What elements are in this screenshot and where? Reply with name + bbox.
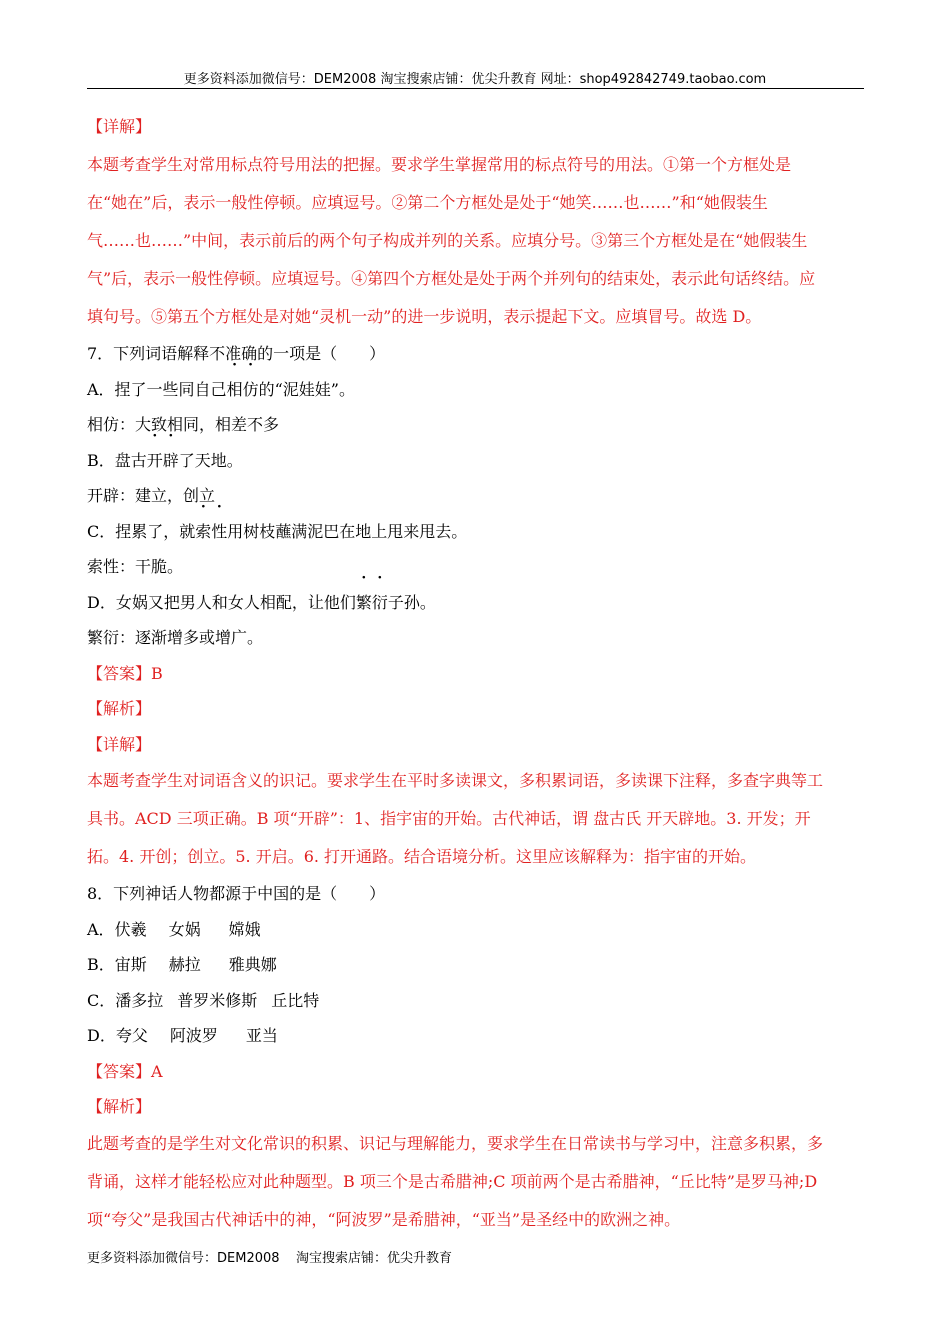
q7-option-b: B．盘古开辟了天地。: [87, 443, 867, 479]
q6-detail-line: 本题考查学生对常用标点符号用法的把握。要求学生掌握常用的标点符号的用法。①第一个方框处是: [87, 155, 792, 174]
q8-analysis-line: 项“夸父”是我国古代神话中的神，“阿波罗”是希腊神，“亚当”是圣经中的欧洲之神。: [87, 1209, 681, 1229]
emphasis-dot-char: 相: [226, 379, 243, 399]
header-rule: [87, 88, 864, 89]
q8-option-b: B．宙斯 赫拉 雅典娜: [87, 955, 277, 974]
emphasis-dot-char: 辟: [162, 450, 179, 470]
q8-stem: 8．下列神话人物都源于中国的是（ ）: [87, 884, 386, 903]
q8-option-c: C．潘多拉 普罗米修斯 丘比特: [87, 990, 320, 1010]
q6-detail-tag: 【详解】: [87, 117, 152, 136]
q7-option-a: A．捏了一些同自己相仿的“泥娃娃”。: [87, 372, 867, 408]
q8-analysis-line: 背诵，这样才能轻松应对此种题型。B 项三个是古希腊神;C 项前两个是古希腊神，“丘比特”是罗马神;D: [87, 1171, 818, 1191]
q8-option-a: A．伏羲 女娲 嫦娥: [87, 919, 261, 939]
q7-option-c: C．捏累了，就索性用树枝蘸满泥巴在地上甩来甩去。: [87, 514, 867, 550]
q8-answer: 【答案】A: [87, 1061, 163, 1081]
emphasis-dot-char: 仿: [242, 379, 259, 399]
emphasis-dot-char: 开: [146, 450, 163, 470]
q7-analysis-tag: 【解析】: [87, 699, 152, 718]
page-header: 更多资料添加微信号：DEM2008 淘宝搜索店铺：优尖升教育 网址：shop492842749.taobao.com: [183, 72, 767, 87]
emphasis-dot-char: 衍: [371, 592, 388, 612]
q7-gloss-b: 开辟：建立，创立: [87, 486, 216, 505]
q7-gloss-c: 索性：干脆。: [87, 557, 184, 576]
document-body: [87, 108, 867, 1239]
q7-gloss-a: 相仿：大致相同，相差不多: [87, 415, 280, 434]
q7-detail-tag: 【详解】: [87, 734, 152, 754]
q8-analysis-line: 此题考查的是学生对文化常识的积累、识记与理解能力，要求学生在日常读书与学习中，注意多积累，多: [87, 1133, 824, 1153]
q6-detail-line: 填句号。⑤第五个方框处是对她“灵机一动”的进一步说明，表示提起下文。应填冒号。故选 D。: [87, 307, 762, 326]
q6-detail-line: 气……也……”中间，表示前后的两个句子构成并列的关系。应填分号。③第三个方框处是在“她假装生: [87, 231, 808, 250]
q8-option-d: D．夸父 阿波罗 亚当: [87, 1026, 278, 1045]
q7-stem: 7．下列词语解释不准确的一项是（ ）: [87, 344, 386, 363]
page-footer: 更多资料添加微信号：DEM2008 淘宝搜索店铺：优尖升教育: [87, 1251, 453, 1266]
q7-detail-line: 拓。4. 开创；创立。5. 开启。6. 打开通路。结合语境分析。这里应该解释为：指宇宙的开始。: [87, 847, 757, 866]
emphasis-dot-char: 索: [195, 521, 212, 541]
q6-detail-line: 在“她在”后，表示一般性停顿。应填逗号。②第二个方框处是处于“她笑……也……”和“她假装生: [87, 193, 768, 212]
q7-option-d: D．女娲又把男人和女人相配，让他们繁衍子孙。: [87, 585, 867, 621]
q7-gloss-d: 繁衍：逐渐增多或增广。: [87, 628, 264, 647]
q8-analysis-tag: 【解析】: [87, 1097, 152, 1116]
q7-answer: 【答案】B: [87, 663, 163, 683]
emphasis-dot-char: 繁: [355, 592, 372, 612]
emphasis-dot-char: 性: [211, 521, 228, 541]
q7-detail-line: 具书。ACD 三项正确。B 项“开辟”：1、指宇宙的开始。古代神话，谓 盘古氏 开天辟地。3. 开发；开: [87, 809, 811, 828]
q6-detail-line: 气”后，表示一般性停顿。应填逗号。④第四个方框处是处于两个并列句的结束处，表示此句话终结。应: [87, 269, 816, 288]
q7-detail-line: 本题考查学生对词语含义的识记。要求学生在平时多读课文，多积累词语，多读课下注释，多查字典等工: [87, 771, 824, 790]
